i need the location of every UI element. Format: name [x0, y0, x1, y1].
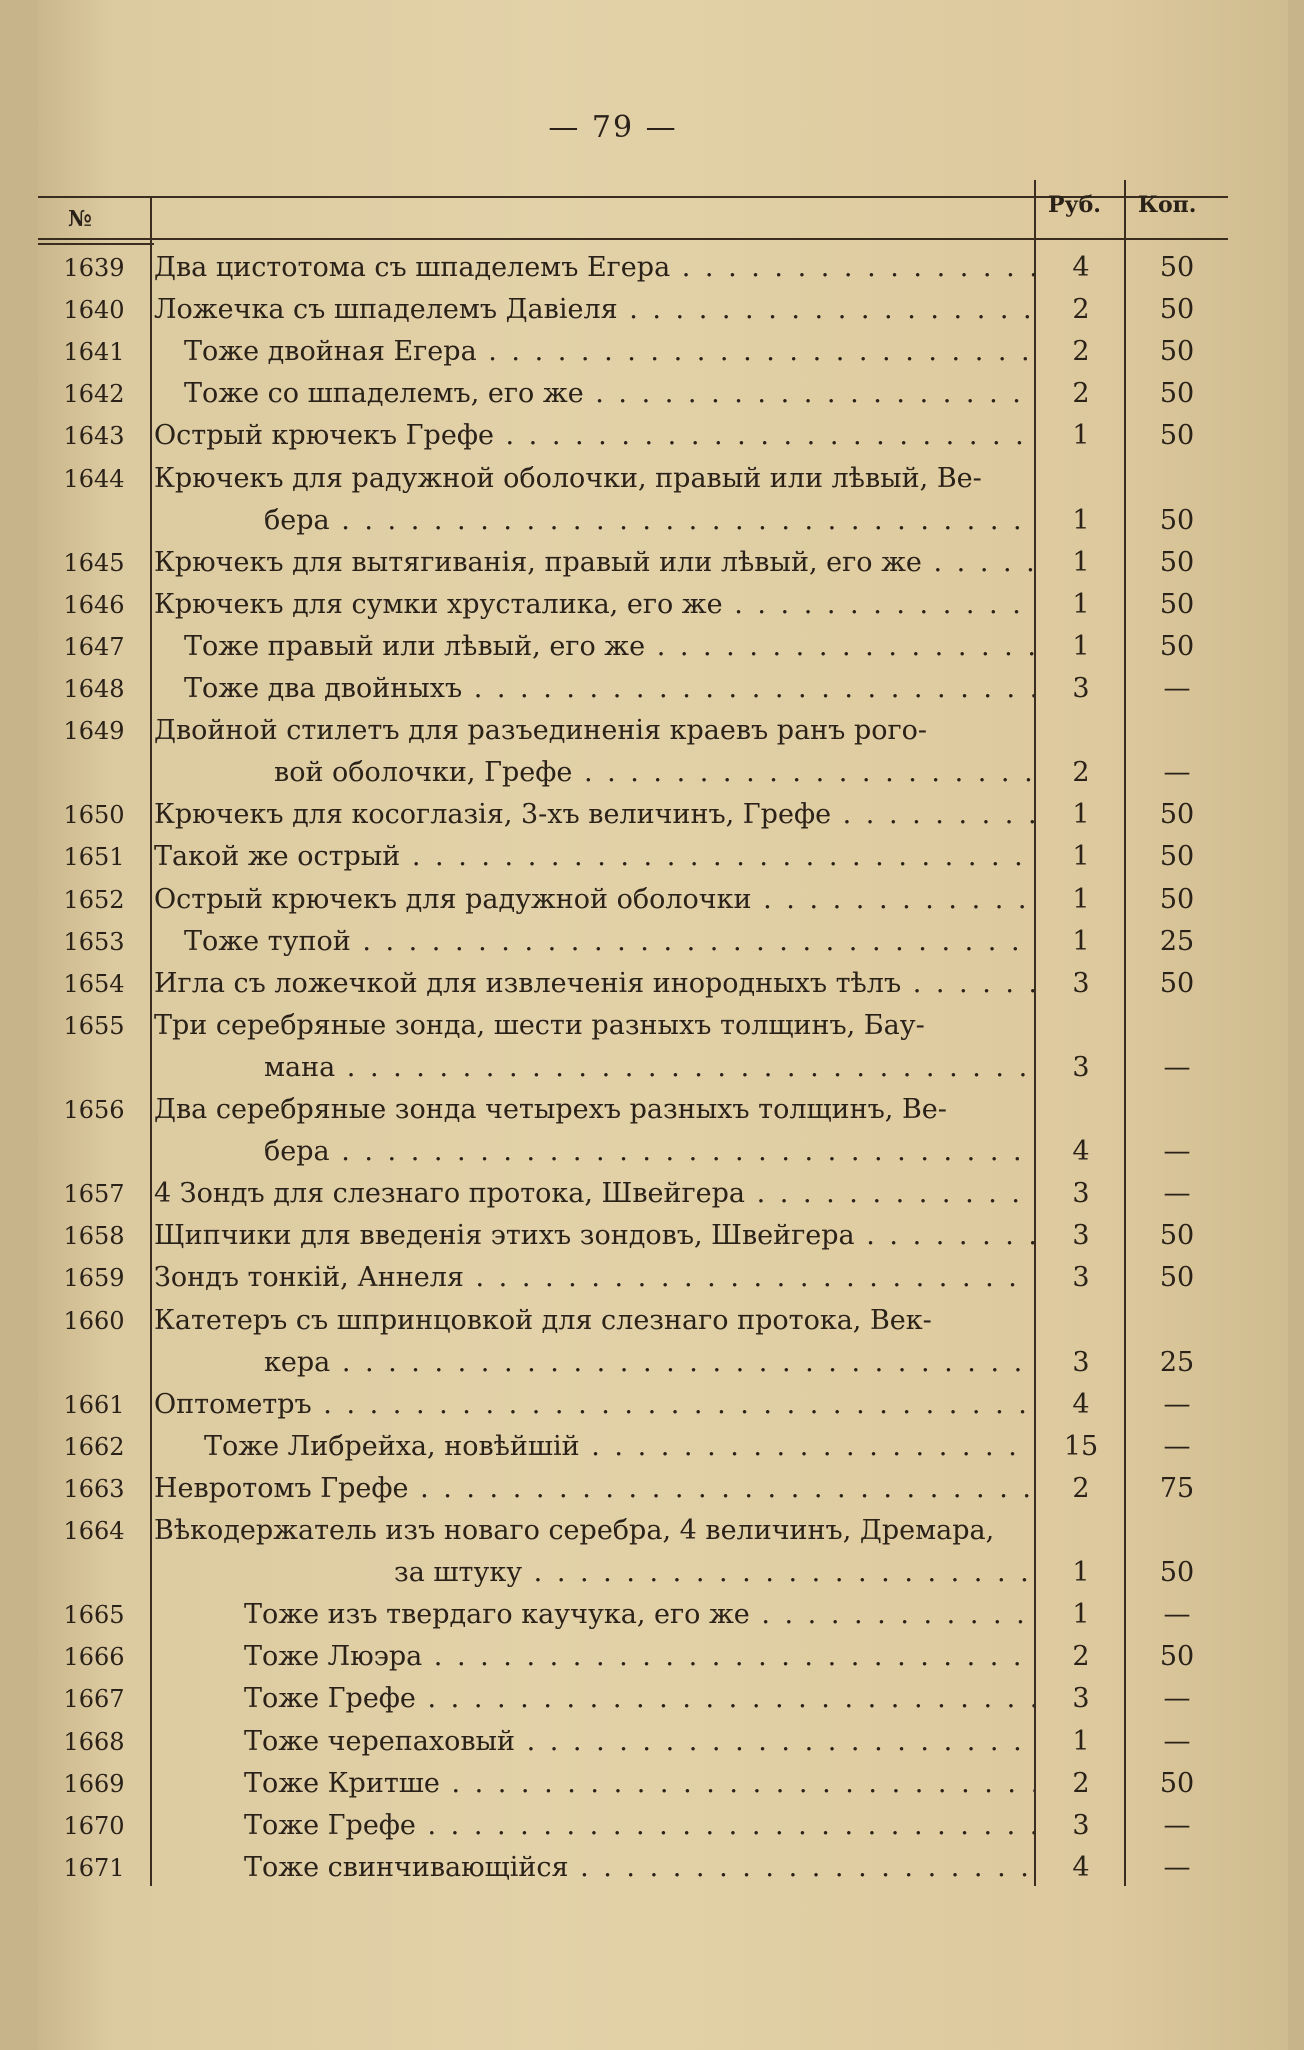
- item-description: Тоже два двойныхъ . . .: [154, 673, 1034, 704]
- header-bottom-rule: [38, 238, 1228, 240]
- price-rubles: 1: [1072, 630, 1090, 662]
- item-description: Тоже двойная Егера . . .: [154, 336, 1034, 367]
- item-number: 1643: [63, 422, 125, 451]
- price-rubles: 1: [1072, 925, 1090, 957]
- item-number: 1651: [63, 843, 125, 872]
- item-number: 1660: [63, 1306, 125, 1335]
- price-rubles: 1: [1072, 883, 1090, 915]
- item-number: 1645: [63, 548, 125, 577]
- table-row: [38, 1176, 1288, 1218]
- item-description: Тоже Либрейха, новѣйшій . . .: [154, 1431, 1034, 1462]
- item-description: Тоже изъ твердаго каучука, его же . . .: [154, 1599, 1034, 1630]
- price-kopecks: 50: [1159, 967, 1195, 999]
- price-kopecks: 50: [1159, 504, 1195, 536]
- price-kopecks: 50: [1159, 1641, 1195, 1673]
- item-description: Три серебряные зонда, шести разныхъ толщинъ, Бау-: [154, 1009, 925, 1041]
- price-rubles: 2: [1072, 1641, 1090, 1673]
- table-row: [38, 629, 1288, 671]
- item-description: Крючекъ для сумки хрусталика, его же . . .: [154, 589, 1034, 620]
- price-kopecks: 25: [1159, 1346, 1195, 1378]
- item-description: Такой же острый . . .: [154, 841, 1034, 872]
- header-bottom-rule-2: [38, 243, 154, 245]
- table-row: [38, 797, 1288, 839]
- table-row: [38, 1639, 1288, 1681]
- item-number: 1667: [63, 1685, 125, 1714]
- item-description: Зондъ тонкій, Аннеля . . .: [154, 1262, 1034, 1293]
- price-kopecks: —: [1163, 1136, 1191, 1168]
- item-number: 1650: [63, 801, 125, 830]
- price-kopecks: —: [1163, 1809, 1191, 1841]
- item-number: 1668: [63, 1727, 125, 1756]
- item-number: 1644: [63, 464, 125, 493]
- item-number: 1659: [63, 1264, 125, 1293]
- item-number: 1661: [63, 1390, 125, 1419]
- item-number: 1647: [63, 632, 125, 661]
- item-description: бера . . .: [154, 505, 1034, 536]
- item-description: Крючекъ для вытягиванія, правый или лѣвый, его же . . .: [154, 547, 1034, 578]
- item-number: 1648: [63, 675, 125, 703]
- header-rubles: Руб.: [1048, 192, 1101, 218]
- table-row: [38, 924, 1288, 966]
- item-number: 1664: [63, 1517, 125, 1545]
- price-kopecks: 50: [1159, 1767, 1195, 1799]
- price-rubles: 15: [1063, 1430, 1099, 1462]
- table-row: [38, 1092, 1288, 1134]
- table-row: [38, 1260, 1288, 1302]
- item-number: 1670: [63, 1811, 125, 1840]
- price-rubles: 1: [1072, 504, 1090, 536]
- price-rubles: 2: [1072, 757, 1090, 789]
- price-rubles: 3: [1072, 1262, 1090, 1294]
- table-row: [38, 1513, 1288, 1555]
- price-rubles: 3: [1072, 1051, 1090, 1083]
- table-row: [38, 966, 1288, 1008]
- price-rubles: 4: [1072, 1388, 1090, 1420]
- price-rubles: 1: [1072, 420, 1090, 452]
- price-rubles: 3: [1072, 1809, 1090, 1841]
- price-kopecks: 75: [1159, 1472, 1195, 1504]
- item-description: Острый крючекъ для радужной оболочки . . .: [154, 884, 1034, 915]
- item-number: 1669: [63, 1769, 125, 1798]
- table-row: [38, 292, 1288, 334]
- price-kopecks: 50: [1159, 252, 1195, 283]
- table-row: [38, 503, 1288, 545]
- price-kopecks: —: [1163, 1851, 1191, 1883]
- price-rubles: 2: [1072, 294, 1090, 326]
- table-row: [38, 334, 1288, 376]
- price-kopecks: 50: [1159, 1262, 1195, 1294]
- price-kopecks: 50: [1159, 630, 1195, 662]
- table-row: [38, 755, 1288, 797]
- item-number: 1640: [63, 296, 125, 325]
- price-kopecks: 50: [1159, 420, 1195, 452]
- table-row: [38, 1766, 1288, 1808]
- item-description: Оптометръ . . .: [154, 1389, 1034, 1420]
- price-kopecks: 50: [1159, 588, 1195, 620]
- price-kopecks: —: [1163, 1178, 1191, 1210]
- item-number: 1656: [63, 1096, 125, 1124]
- item-number: 1641: [63, 338, 125, 367]
- item-description: Тоже Грефе . . .: [154, 1810, 1034, 1841]
- table-row: [38, 1597, 1288, 1639]
- table-row: [38, 1387, 1288, 1429]
- price-rubles: 1: [1072, 1599, 1090, 1631]
- table-row: [38, 1218, 1288, 1260]
- item-description: Два серебряные зонда четырехъ разныхъ толщинъ, Ве-: [154, 1094, 947, 1125]
- table-row: [38, 418, 1288, 460]
- item-description: мана . . .: [154, 1052, 1034, 1083]
- catalog-page: [38, 0, 1288, 2050]
- table-row: [38, 1345, 1288, 1387]
- price-rubles: 1: [1072, 1557, 1090, 1589]
- price-kopecks: 50: [1159, 1220, 1195, 1252]
- item-number: 1653: [63, 927, 125, 956]
- price-rubles: 3: [1072, 673, 1090, 704]
- price-rubles: 4: [1072, 1851, 1090, 1883]
- price-kopecks: —: [1163, 1599, 1191, 1631]
- table-row: [38, 1808, 1288, 1850]
- table-row: [38, 1555, 1288, 1597]
- price-rubles: 1: [1072, 1725, 1090, 1757]
- item-number: 1649: [63, 717, 125, 746]
- table-row: [38, 1724, 1288, 1766]
- price-kopecks: 50: [1159, 841, 1195, 873]
- price-kopecks: —: [1163, 1051, 1191, 1083]
- price-kopecks: 50: [1159, 883, 1195, 915]
- item-number: 1655: [63, 1011, 125, 1040]
- price-kopecks: 50: [1159, 378, 1195, 410]
- price-kopecks: —: [1163, 673, 1191, 704]
- price-kopecks: 50: [1159, 546, 1195, 578]
- price-rubles: 3: [1072, 1346, 1090, 1378]
- item-number: 1642: [63, 380, 125, 409]
- price-rubles: 1: [1072, 841, 1090, 873]
- price-kopecks: —: [1163, 757, 1191, 789]
- table-row: [38, 461, 1288, 503]
- item-description: Катетеръ съ шпринцовкой для слезнаго протока, Век-: [154, 1304, 932, 1336]
- header-number: №: [68, 206, 92, 232]
- item-description: Щипчики для введенія этихъ зондовъ, Швейгера . . .: [154, 1220, 1034, 1251]
- item-description: за штуку . . .: [154, 1557, 1034, 1588]
- price-rubles: 3: [1072, 1178, 1090, 1210]
- table-row: [38, 545, 1288, 587]
- price-rubles: 3: [1072, 1683, 1090, 1715]
- item-description: Тоже Грефе . . .: [154, 1683, 1034, 1714]
- table-row: [38, 250, 1288, 292]
- item-number: 1671: [63, 1853, 125, 1882]
- item-description: Игла съ ложечкой для извлеченія инородныхъ тѣлъ . . .: [154, 968, 1034, 999]
- item-number: 1666: [63, 1643, 125, 1672]
- price-rubles: 1: [1072, 799, 1090, 831]
- item-description: кера . . .: [154, 1347, 1034, 1378]
- price-kopecks: —: [1163, 1683, 1191, 1715]
- item-description: Тоже Критше . . .: [154, 1768, 1034, 1799]
- table-row: [38, 1050, 1288, 1092]
- table-row: [38, 1134, 1288, 1176]
- item-description: Тоже правый или лѣвый, его же . . .: [154, 631, 1034, 662]
- item-description: вой оболочки, Грефе . . .: [154, 757, 1034, 788]
- table-row: [38, 1008, 1288, 1050]
- item-description: бера . . .: [154, 1136, 1034, 1167]
- price-rubles: 2: [1072, 336, 1090, 368]
- table-row: [38, 671, 1288, 713]
- page-number: — 79 —: [548, 110, 678, 145]
- item-number: 1657: [63, 1180, 125, 1209]
- item-description: Тоже тупой . . .: [154, 926, 1034, 957]
- table-row: [38, 882, 1288, 924]
- item-number: 1662: [63, 1432, 125, 1461]
- price-rubles: 4: [1072, 252, 1090, 283]
- table-row: [38, 1429, 1288, 1471]
- item-description: Тоже черепаховый . . .: [154, 1726, 1034, 1757]
- price-rubles: 2: [1072, 1472, 1090, 1504]
- item-description: Тоже со шпаделемъ, его же . . .: [154, 378, 1034, 409]
- item-number: 1665: [63, 1601, 125, 1630]
- price-kopecks: 25: [1159, 925, 1195, 957]
- item-description: Острый крючекъ Грефе . . .: [154, 420, 1034, 451]
- table-row: [38, 1471, 1288, 1513]
- table-row: [38, 376, 1288, 418]
- item-number: 1663: [63, 1474, 125, 1503]
- price-kopecks: 50: [1159, 336, 1195, 368]
- item-description: Крючекъ для радужной оболочки, правый или лѣвый, Ве-: [154, 462, 982, 494]
- item-description: Тоже Люэра . . .: [154, 1641, 1034, 1672]
- price-kopecks: 50: [1159, 294, 1195, 326]
- price-rubles: 3: [1072, 967, 1090, 999]
- table-row: [38, 1850, 1288, 1892]
- item-description: Тоже свинчивающійся . . .: [154, 1852, 1034, 1883]
- item-description: Два цистотома съ шпаделемъ Егера . . .: [154, 252, 1034, 283]
- item-description: Невротомъ Грефе . . .: [154, 1473, 1034, 1504]
- price-kopecks: 50: [1159, 1557, 1195, 1589]
- item-number: 1654: [63, 969, 125, 998]
- price-rubles: 4: [1072, 1136, 1090, 1168]
- table-row: [38, 587, 1288, 629]
- item-description: Двойной стилетъ для разъединенія краевъ ранъ рого-: [154, 715, 928, 747]
- item-description: Ложечка съ шпаделемъ Давіеля . . .: [154, 294, 1034, 325]
- price-kopecks: —: [1163, 1725, 1191, 1757]
- price-rubles: 2: [1072, 378, 1090, 410]
- item-number: 1646: [63, 590, 125, 619]
- item-description: 4 Зондъ для слезнаго протока, Швейгера . . .: [154, 1178, 1034, 1209]
- price-rubles: 1: [1072, 546, 1090, 578]
- item-description: Вѣкодержатель изъ новаго серебра, 4 величинъ, Дремара,: [154, 1515, 995, 1546]
- price-kopecks: 50: [1159, 799, 1195, 831]
- price-rubles: 2: [1072, 1767, 1090, 1799]
- table-row: [38, 839, 1288, 881]
- item-number: 1658: [63, 1222, 125, 1251]
- price-kopecks: —: [1163, 1430, 1191, 1462]
- item-number: 1639: [63, 254, 125, 282]
- price-rubles: 3: [1072, 1220, 1090, 1252]
- table-row: [38, 1681, 1288, 1723]
- item-number: 1652: [63, 885, 125, 914]
- table-row: [38, 713, 1288, 755]
- price-rubles: 1: [1072, 588, 1090, 620]
- table-row: [38, 1303, 1288, 1345]
- item-description: Крючекъ для косоглазія, 3-хъ величинъ, Грефе . . .: [154, 799, 1034, 830]
- price-kopecks: —: [1163, 1388, 1191, 1420]
- header-kopecks: Коп.: [1138, 192, 1197, 218]
